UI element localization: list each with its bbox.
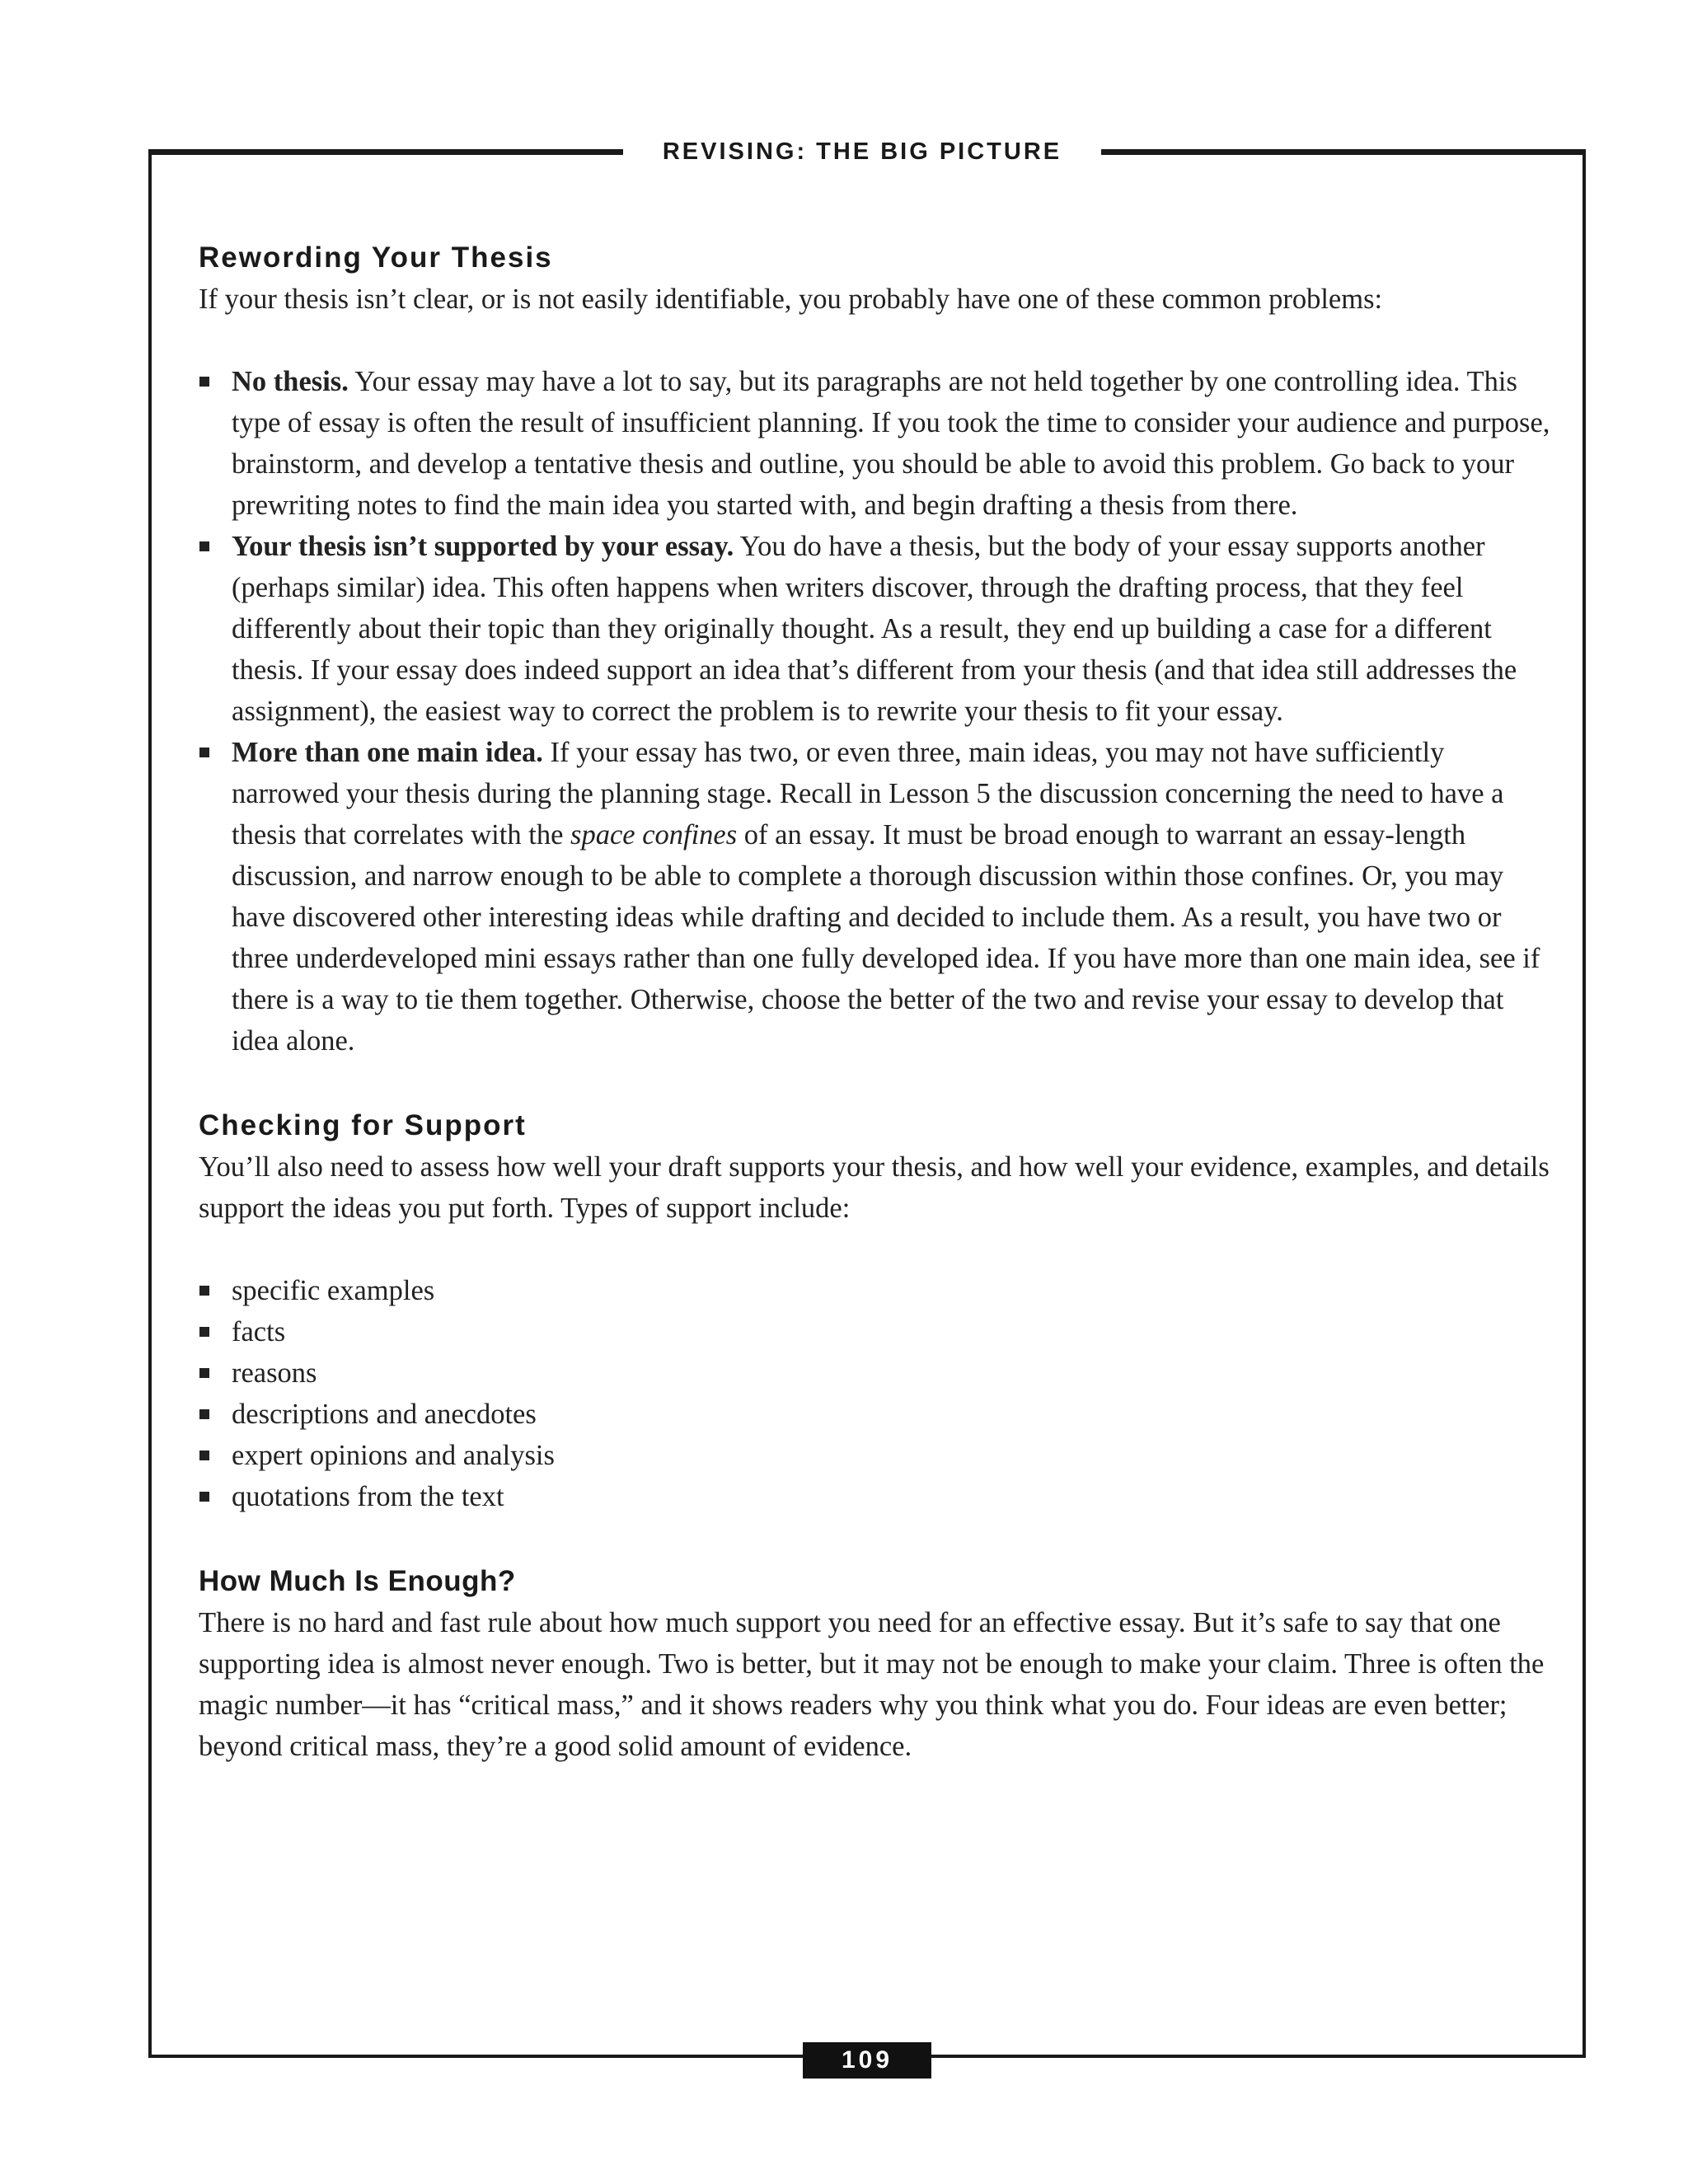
thesis-problems-list — [199, 361, 1550, 1062]
list-item-no-thesis — [199, 361, 1550, 526]
list-item: descriptions and anecdotes — [199, 1394, 1550, 1435]
spacer — [199, 1229, 1550, 1270]
list-item-text: Your essay may have a lot to say, but its paragraphs are not held together by one controlling idea. This type of essay is often the result of insufficient planning. If you took the time to consider your audience and purpose, brainstorm, and develop a tentative thesis and outline, you should be able to avoid this problem. Go back to your prewriting notes to find the main idea you started with, and begin drafting a thesis from there. — [232, 366, 1550, 521]
spacer — [199, 1062, 1550, 1105]
section-heading-how-much-enough: How Much Is Enough? — [199, 1565, 516, 1597]
spacer — [199, 1517, 1550, 1561]
list-item-lead: No thesis. — [232, 366, 349, 397]
list-item-lead: More than one main idea. — [232, 737, 543, 768]
thesis-intro-paragraph: If your thesis isn’t clear, or is not easily identifiable, you probably have one of these common problems: — [199, 284, 1383, 315]
list-item-more-than-one-idea — [199, 732, 1550, 1062]
list-item: facts — [199, 1311, 1550, 1352]
list-item: reasons — [199, 1352, 1550, 1394]
running-header: REVISING: THE BIG PICTURE — [623, 135, 1101, 168]
section-heading-checking-support: Checking for Support — [199, 1109, 527, 1141]
how-much-paragraph: There is no hard and fast rule about how much support you need for an effective essay. But it’s safe to say that one supporting idea is almost never enough. Two is better, but it may not be enough to make your claim. Three is often the magic number—it has “critical mass,” and it shows readers why you think what you do. Four ideas are even better; beyond critical mass, they’re a good solid amount of evidence. — [199, 1607, 1545, 1762]
list-item-text: You do have a thesis, but the body of your essay supports another (perhaps similar) idea. This often happens when writers discover, through the drafting process, that they feel differently about their topic than they originally thought. As a result, they end up building a case for a different thesis. If your essay does indeed support an idea that’s different from your thesis (and that idea still addresses the assignment), the easiest way to correct the problem is to rewrite your thesis to fit your essay. — [232, 531, 1517, 727]
support-types-list — [199, 1270, 1550, 1517]
list-item-emphasis: space confines — [570, 819, 738, 851]
list-item-thesis-not-supported — [199, 526, 1550, 732]
support-intro-paragraph: You’ll also need to assess how well your draft supports your thesis, and how well your evidence, examples, and details support the ideas you put forth. Types of support include: — [199, 1151, 1550, 1224]
list-item: expert opinions and analysis — [199, 1435, 1550, 1476]
section-heading-rewording-thesis: Rewording Your Thesis — [199, 241, 553, 274]
list-item-lead: Your thesis isn’t supported by your essay. — [232, 531, 734, 562]
list-item: specific examples — [199, 1270, 1550, 1311]
list-item-text: If your essay has two, or even three, main ideas, you may not have sufficiently narrowed your thesis during the planning stage. Recall in Lesson 5 the discussion concerning the need to have a thesis that correlates with the — [232, 737, 1504, 851]
spacer — [199, 320, 1550, 361]
page-content — [199, 237, 1550, 1767]
list-item: quotations from the text — [199, 1476, 1550, 1517]
page-number: 109 — [803, 2042, 931, 2079]
list-item-text: of an essay. It must be broad enough to warrant an essay-length discussion, and narrow enough to be able to complete a thorough discussion within those confines. Or, you may have discovered other interesting ideas while drafting and decided to include them. As a result, you have two or three underdeveloped mini essays rather than one fully developed idea. If you have more than one main idea, see if there is a way to tie them together. Otherwise, choose the better of the two and revise your essay to develop that idea alone. — [232, 819, 1540, 1057]
